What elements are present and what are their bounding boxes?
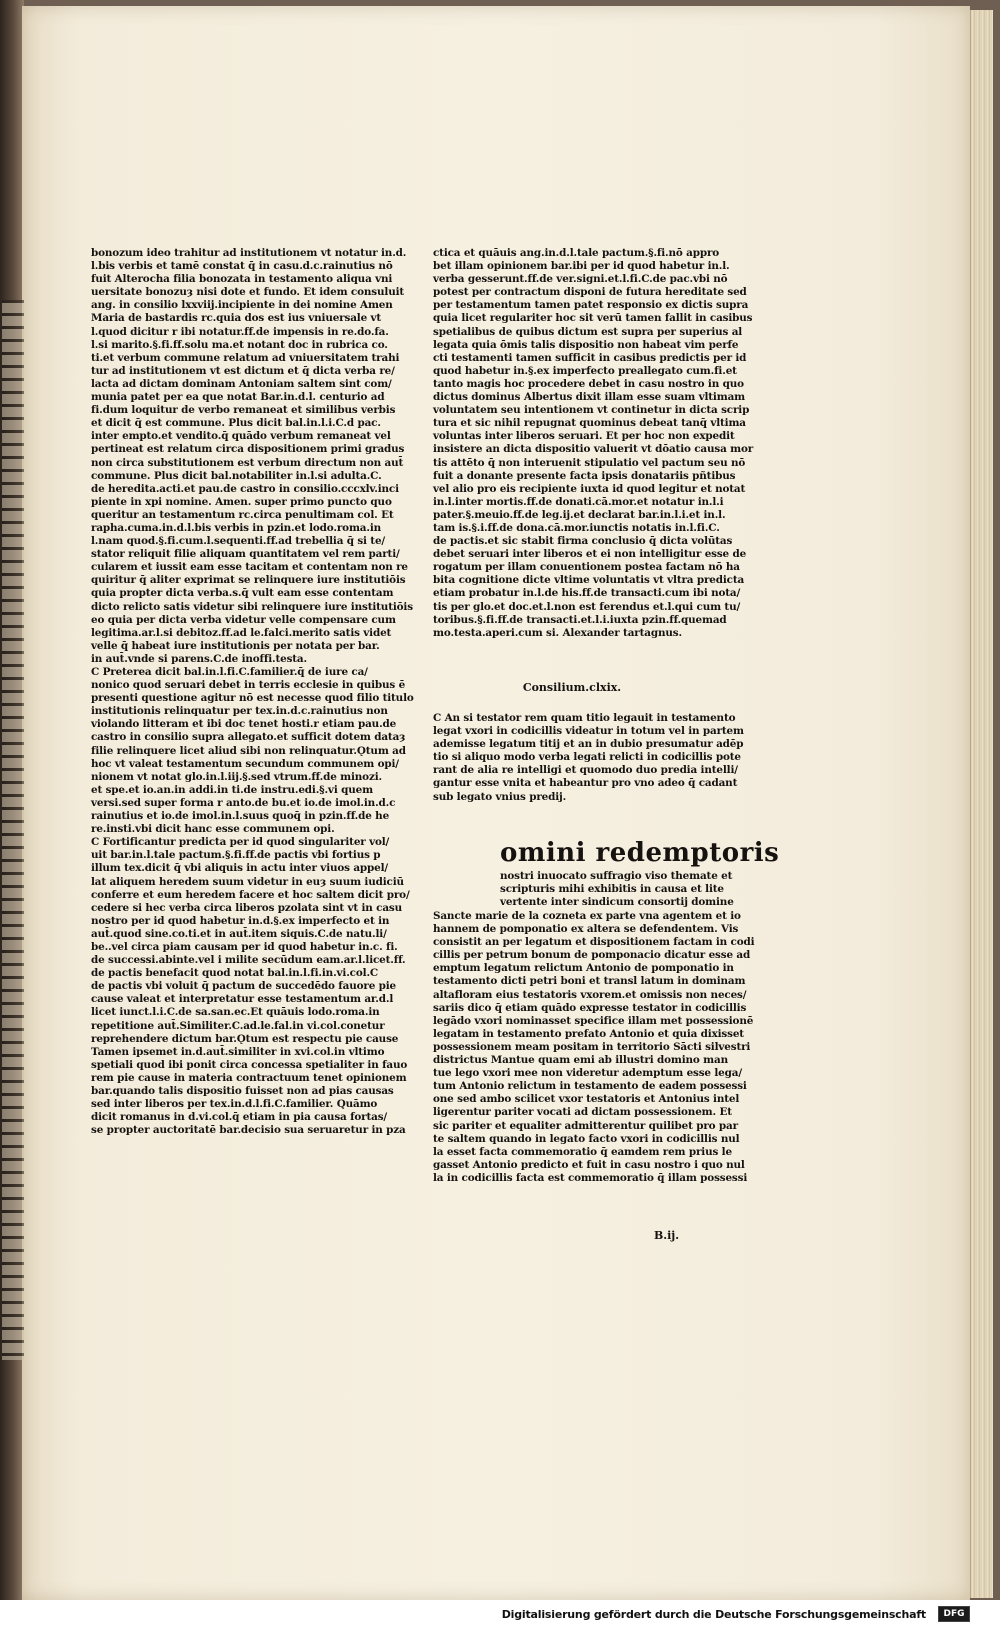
text-line: gasset Antonio predicto et fuit in casu nostro i quo nul [433, 1158, 745, 1171]
consilium-body [433, 910, 755, 1185]
text-line: presenti questione agitur nō est necesse quod filio titulo [91, 692, 414, 705]
text-line: tur ad institutionem vt est dictum et q̄ dicta verba re/ [91, 364, 395, 377]
text-line: sub legato vnius predij. [433, 790, 567, 803]
text-line: tanto magis hoc procedere debet in casu nostro in quo [433, 377, 744, 390]
text-line: tis attēto q̄ non interuenit stipulatio vel pactum seu nō [433, 456, 746, 469]
text-line: potest per contractum disponi de futura hereditate sed [433, 286, 747, 299]
text-line: legādo vxori nominasset specifice illam met possessionē [433, 1014, 754, 1027]
text-line: illum tex.dicit q̄ vbi aliquis in actu inter viuos appel/ [91, 862, 389, 875]
text-line: hannem de pomponatio ex altera se defendentem. Vis [433, 923, 739, 936]
text-line: one sed ambo scilicet vxor testatoris et Antonius intel [433, 1093, 740, 1106]
text-line: quia propter dicta verba.s.q̄ vult eam esse contentam [91, 587, 394, 600]
text-line: vertente inter sindicum consortij domine [500, 896, 734, 909]
text-line: scripturis mihi exhibitis in causa et lite [500, 883, 724, 896]
text-line: la esset facta commemoratio q̄ eamdem rem prius le [433, 1145, 732, 1158]
text-line: pater.§.meuio.ff.de leg.ij.et declarat bar.in.l.i.et in.l. [433, 508, 726, 521]
left-column-text [91, 247, 414, 1137]
text-line: l.bis verbis et tamē constat q̄ in casu.d.c.rainutius nō [91, 260, 393, 273]
text-line: rant de alia re intelligi et quomodo duo predia intelli/ [433, 764, 738, 777]
text-line: sic pariter et equaliter admitterentur quilibet pro par [433, 1119, 738, 1132]
text-line: rem pie cause in materia contractuum tenet opinionem [91, 1071, 407, 1084]
text-line: quiritur q̄ aliter exprimat se relinquere iure institutiōis [91, 574, 406, 587]
text-line: C An si testator rem quam titio legauit in testamento [433, 712, 736, 724]
text-line: de pactis benefacit quod notat bal.in.l.fi.in.vi.col.C [91, 967, 379, 980]
text-line: verba gesserunt.ff.de ver.signi.et.l.fi.C.de pac.vbi nō [433, 273, 728, 286]
text-line: l.nam quod.§.fi.cum.l.sequenti.ff.ad trebellia q̄ si te/ [91, 535, 386, 548]
text-line: filie relinquere licet aliud sibi non relinquatur.Ǫtum ad [91, 744, 406, 757]
text-line: legitima.ar.l.si debitoz.ff.ad le.falci.merito satis videt [91, 626, 392, 639]
consilium-summary [433, 712, 744, 804]
text-line: Maria de bastardis rc.quia dos est ius vniuersale vt [91, 312, 382, 325]
text-line: queritur an testamentum rc.circa penultimam col. Et [91, 508, 394, 521]
folio-signature: B.ij. [654, 1229, 680, 1242]
text-line: C Fortificantur predicta per id quod singulariter vol/ [91, 836, 390, 849]
text-line: fi.dum loquitur de verbo remaneat et similibus verbis [91, 404, 396, 417]
text-line: piente in xpi nomine. Amen. super primo puncto quo [91, 495, 392, 508]
text-line: dictus dominus Albertus dixit illam esse suam vltimam [433, 391, 746, 404]
text-line: debet seruari inter liberos et ei non intelligitur esse de [433, 548, 747, 561]
text-line: de heredita.acti.et pau.de castro in consilio.cccxlv.inci [91, 482, 399, 495]
text-line: hoc vt valeat testamentum secundum communem opi/ [91, 757, 399, 770]
text-line: spetialibus de quibus dictum est supra per superius al [433, 325, 743, 338]
text-line: uersitate bonozuȝ nisi dote et fundo. Et idem consuluit [91, 286, 405, 299]
text-line: rainutius et io.de imol.in.l.suus quoq̄ in pzin.ff.de he [91, 810, 390, 823]
text-line: altafloram eius testatoris vxorem.et omissis non neces/ [433, 988, 747, 1001]
text-line: nonico quod seruari debet in terris ecclesie in quibus ē [91, 679, 406, 692]
text-line: re.insti.vbi dicit hanc esse communem opi. [91, 823, 335, 836]
text-line: de pactis.et sic stabit firma conclusio q̄ dicta volūtas [433, 535, 733, 548]
text-line: repetitione aut̄.Similiter.C.ad.le.fal.in vi.col.conetur [91, 1019, 385, 1032]
text-line: de pactis vbi voluit q̄ pactum de succedēdo fauore pie [91, 980, 397, 993]
facing-page-bleed [2, 300, 24, 1360]
text-line: tue lego vxori mee non videretur ademptum esse lega/ [433, 1067, 742, 1080]
text-line: te saltem quando in legato facto vxori in codicillis nul [433, 1132, 740, 1145]
text-line: cillis per petrum bonum de pomponacio dicatur esse ad [433, 949, 751, 962]
page-edge [970, 10, 993, 1598]
text-line: de successi.abinte.vel i milite secūdum eam.ar.l.licet.ff. [91, 954, 406, 967]
text-line: licet iunct.l.i.C.de sa.san.ec.Et quāuis lodo.roma.in [91, 1006, 380, 1019]
text-line: dicto relicto satis videtur sibi relinquere iure institutiōis [91, 600, 413, 613]
text-line: commune. Plus dicit bal.notabiliter in.l.si adulta.C. [91, 469, 382, 482]
text-line: quod habetur in.§.ex imperfecto preallegato cum.fi.et [433, 364, 737, 377]
text-line: et spe.et io.an.in addi.in ti.de instru.edi.§.vi quem [91, 783, 373, 796]
text-line: possessionem meam positam in territorio Sācti silvestri [433, 1040, 751, 1053]
text-line: bita cognitione dicte vltime voluntatis vt vltra predicta [433, 574, 745, 587]
text-line: consistit an per legatum et dispositionem factam in codi [433, 936, 755, 949]
text-line: vel alio pro eis recipiente iuxta id quod legitur et notat [433, 482, 746, 495]
text-line: l.quod dicitur r ibi notatur.ff.de impensis in re.do.fa. [91, 325, 389, 338]
text-line: non circa substitutionem est verbum directum non aut̄ [91, 456, 404, 469]
text-line: rapha.cuma.in.d.l.bis verbis in pzin.et lodo.roma.in [91, 521, 382, 534]
text-line: eo quia per dicta verba videtur velle compensare cum [91, 613, 396, 626]
text-line: tam is.§.i.ff.de dona.cā.mor.iunctis notatis in.l.fi.C. [433, 521, 720, 534]
text-line: reprehendere dictum bar.Ǫtum est respectu pie cause [91, 1032, 399, 1045]
text-line: uit bar.in.l.tale pactum.§.fi.ff.de pactis vbi fortius p [91, 849, 381, 862]
text-line: voluntas inter liberos seruari. Et per hoc non expedit [433, 430, 735, 443]
right-column-text [433, 247, 754, 640]
text-line: ligerentur pariter vocati ad dictam possessionem. Et [433, 1106, 732, 1119]
text-line: per testamentum tamen patet responsio ex dictis supra [433, 299, 749, 312]
text-line: bar.quando talis dispositio fuisset non ad pias causas [91, 1085, 394, 1097]
text-line: velle q̄ habeat iure institutionis per notata per bar. [91, 639, 380, 652]
consilium-body-indented [500, 870, 734, 909]
text-line: in aut̄.vnde si parens.C.de inoffi.testa. [91, 652, 307, 665]
text-line: castro in consilio supra allegato.et sufficit dotem dataȝ [91, 731, 406, 744]
text-line: testamento dicti petri boni et transl latum in dominam [433, 975, 746, 988]
text-line: tis per glo.et doc.et.l.non est ferendus et.l.qui cum tu/ [433, 600, 741, 613]
text-line: inter empto.et vendito.q̄ quādo verbum remaneat vel [91, 430, 391, 443]
text-line: cause valeat et interpretatur esse testamentum ar.d.l [91, 993, 394, 1006]
text-line: in.l.inter mortis.ff.de donati.cā.mor.et notatur in.l.i [433, 495, 724, 508]
text-line: insistere an dicta dispositio valuerit vt dōatio causa mor [433, 443, 754, 456]
text-line: spetiali quod ibi ponit circa concessa spetialiter in fauo [91, 1058, 408, 1071]
text-line: legata quia ōmis talis dispositio non habeat vim perfe [433, 338, 739, 351]
text-line: etiam probatur in.l.de his.ff.de transacti.cum ibi nota/ [433, 587, 741, 600]
text-line: sariis dico q̄ etiam quādo expresse testator in codicillis [433, 1001, 747, 1014]
text-line: violando litteram et ibi doc tenet hosti.r etiam pau.de [91, 718, 397, 731]
footer-credit: Digitalisierung gefördert durch die Deutsche Forschungsgemeinschaft [501, 1608, 926, 1621]
text-line: nostro per id quod habetur in.d.§.ex imperfecto et in [91, 914, 390, 927]
text-line: ctica et quāuis ang.in.d.l.tale pactum.§.fi.nō appro [433, 247, 720, 259]
text-line: ademisse legatum titij et an in dubio presumatur adēp [433, 738, 744, 751]
text-line: C Preterea dicit bal.in.l.fi.C.familier.q̄ de iure ca/ [91, 666, 368, 678]
text-line: se propter auctoritatē bar.decisio sua seruaretur in pza [91, 1124, 406, 1137]
text-line: dicit romanus in d.vi.col.q̄ etiam in pia causa fortas/ [91, 1111, 388, 1124]
text-line: nionem vt notat glo.in.l.iij.§.sed vtrum.ff.de minozi. [91, 770, 382, 783]
dfg-logo [938, 1606, 970, 1622]
text-line: tio si aliquo modo verba legati relicti in codicillis pote [433, 751, 741, 764]
text-line: toribus.§.fi.ff.de transacti.et.l.i.iuxta pzin.ff.quemad [433, 613, 727, 626]
text-line: munia patet per ea que notat Bar.in.d.l. centurio ad [91, 391, 385, 404]
text-line: aut̄.quod sine.co.ti.et in aut̄.item siquis.C.de natu.li/ [91, 927, 387, 940]
text-line: tura et sic nihil repugnat quominus debeat tanq̄ vltima [433, 417, 746, 430]
text-line: districtus Mantue quam emi ab illustri domino man [433, 1054, 729, 1067]
text-line: institutionis relinquatur per tex.in.d.c.rainutius non [91, 705, 388, 718]
consilium-heading: Consilium.clxix. [522, 681, 622, 694]
text-line: legatam in testamento prefato Antonio et quia dixisset [433, 1027, 744, 1040]
text-line: cti testamenti tamen sufficit in casibus predictis per id [433, 351, 747, 364]
text-line: la in codicillis facta est commemoratio q̄ illam possessi [433, 1171, 748, 1184]
text-line: lacta ad dictam dominam Antoniam saltem sint com/ [91, 377, 392, 390]
text-line: Sancte marie de la cozneta ex parte vna agentem et io [433, 910, 741, 922]
text-line: ang. in consilio lxxviij.incipiente in dei nomine Amen [91, 299, 393, 312]
text-line: bet illam opinionem bar.ibi per id quod habetur in.l. [433, 260, 730, 273]
opening-words: omini redemptoris [500, 838, 780, 868]
text-line: lat aliquem heredem suum videtur in euȝ suum iudiciū [91, 875, 404, 888]
text-line: rogatum per illam conuentionem postea factam nō ha [433, 561, 740, 574]
text-line: tum Antonio relictum in testamento de eadem possessi [433, 1080, 747, 1093]
text-line: mo.testa.aperi.cum si. Alexander tartagnus. [433, 626, 682, 639]
text-line: nostri inuocato suffragio viso themate et [500, 870, 733, 882]
text-line: Tamen ipsemet in.d.aut̄.similiter in xvi.col.in vltimo [91, 1045, 385, 1058]
text-line: bonozum ideo trahitur ad institutionem vt notatur in.d. [91, 247, 407, 259]
text-line: emptum legatum relictum Antonio de pomponatio in [433, 962, 734, 975]
text-line: et dicit q̄ est commune. Plus dicit bal.in.l.i.C.d pac. [91, 417, 381, 430]
dfg-logo-text: DFG [943, 1609, 965, 1619]
text-line: cedere si hec verba circa liberos pzolata sint vt in casu [91, 901, 403, 914]
text-line: stator reliquit filie aliquam quantitatem vel rem parti/ [91, 548, 400, 561]
text-line: fuit a donante presente facta ipsis donatariis pñtibus [433, 469, 736, 482]
text-line: gantur esse vnita et habeantur pro vno adeo q̄ cadant [433, 777, 738, 790]
text-line: fuit Alterocha filia bonozata in testamento aliqua vni [91, 273, 393, 286]
text-line: versi.sed super forma r anto.de bu.et io.de imol.in.d.c [91, 796, 396, 809]
text-line: conferre et eum heredem facere et hoc saltem dicit pro/ [91, 888, 410, 901]
text-line: pertineat est relatum circa dispositionem primi gradus [91, 443, 405, 456]
footer-bar [0, 1600, 1000, 1626]
text-line: cularem et iussit eam esse tacitam et contentam non re [91, 561, 408, 574]
text-line: quia licet regulariter hoc sit verū tamen fallit in casibus [433, 312, 753, 325]
text-line: legat vxori in codicillis videatur in totum vel in partem [433, 725, 744, 738]
text-line: l.si marito.§.fi.ff.solu ma.et notant doc in rubrica co. [91, 338, 388, 351]
text-line: be..vel circa piam causam per id quod habetur in.c. fi. [91, 940, 398, 953]
text-line: voluntatem seu intentionem vt continetur in dicta scrip [433, 404, 750, 417]
text-line: ti.et verbum commune relatum ad vniuersitatem trahi [91, 351, 400, 364]
text-line: sed inter liberos per tex.in.d.l.fi.C.familier. Quāmo [91, 1098, 378, 1111]
